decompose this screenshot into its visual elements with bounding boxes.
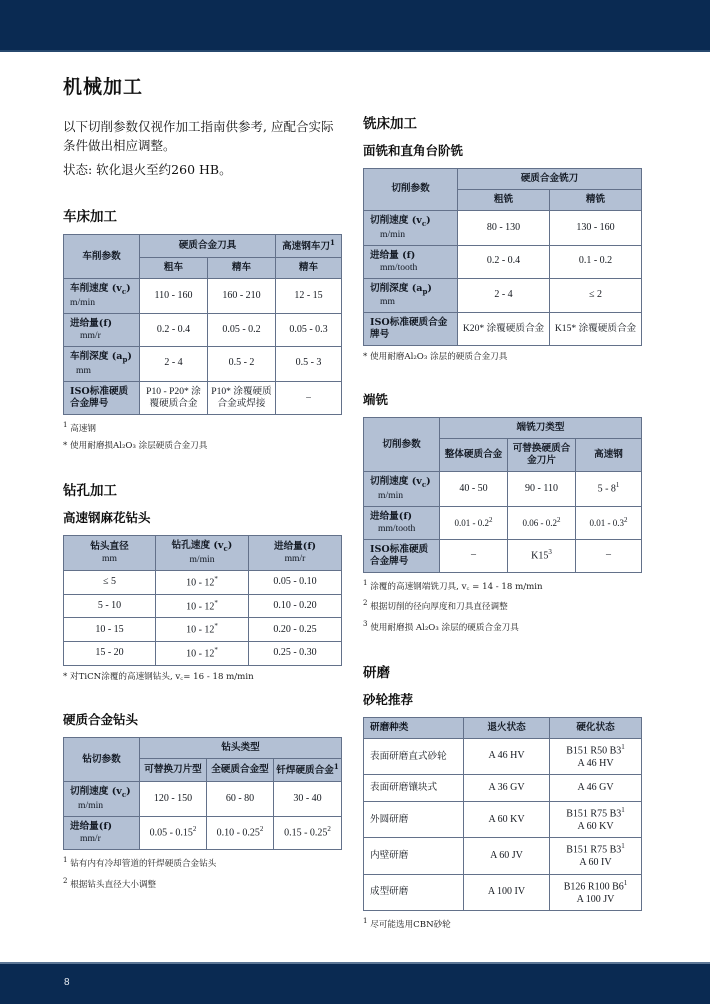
row-label-feed: 进给量(f) mm/r — [64, 816, 140, 849]
cell-value: 10 - 12* — [156, 642, 249, 666]
sub-header-hss: 高速钢 — [576, 439, 642, 472]
cell-value: ≤ 2 — [550, 278, 642, 313]
table-row — [64, 313, 342, 346]
row-label-feed: 进给量 (f) mm/tooth — [364, 245, 458, 278]
cell-value: P10* 涂覆硬质合金或焊接 — [208, 381, 276, 414]
cell-value: $0.01 - 0.2^2$ — [440, 506, 508, 539]
table-header-row — [364, 717, 642, 738]
row-label-feed: 进给量(f) mm/r — [64, 313, 140, 346]
row-label-iso-grade: ISO标准硬质合金牌号 — [364, 313, 458, 346]
intro-paragraph-2: 状态: 软化退火至约260 HB。 — [63, 161, 232, 177]
carbide-drill-param-header: 钻切参数 — [64, 737, 140, 781]
sub-header-rough-mill: 粗铣 — [458, 189, 550, 210]
face-mill-param-header: 切削参数 — [364, 169, 458, 211]
cell-value: 120 - 150 — [140, 782, 207, 817]
cell-value: 10 - 15 — [64, 618, 156, 642]
sub-header-replaceable-insert: 可替换硬质合金刀片 — [508, 439, 576, 472]
lathe-sub-finish: 精车 — [208, 258, 276, 279]
subheading-face-milling: 面铣和直角台阶铣 — [363, 143, 464, 158]
subheading-carbide-drill: 硬质合金钻头 — [63, 711, 139, 727]
hss-twist-drill-table — [63, 535, 342, 666]
end-mill-param-header: 切削参数 — [364, 418, 440, 472]
cell-hardened: B151 R50 $B3^1$ A 46 HV — [550, 738, 642, 774]
cell-annealed: A 100 IV — [464, 874, 550, 910]
table-header-row — [64, 235, 342, 258]
cell-value: 2 - 4 — [140, 346, 208, 381]
sub-header-solid-carbide: 整体硬质合金 — [440, 439, 508, 472]
footnote: $^1$ 钻有内有冷却管道的钎焊硬质合金钻头 — [63, 855, 217, 869]
cell-value: 0.2 - 0.4 — [458, 245, 550, 278]
table-row — [364, 245, 642, 278]
cell-value: 2 - 4 — [458, 278, 550, 313]
cell-value: 0.05 - 0.2 — [208, 313, 276, 346]
section-heading-milling: 铣床加工 — [363, 116, 417, 132]
cell-value: $K15^3$ — [508, 539, 576, 572]
table-header-row — [64, 536, 342, 571]
cell-value: 0.10 - 0.20 — [249, 594, 342, 618]
col-header-annealed: 退火状态 — [464, 717, 550, 738]
table-row — [364, 506, 642, 539]
footnote: * 对TiCN涂覆的高速钢钻头, v꜀= 16 - 18 m/min — [63, 672, 254, 683]
cell-value: 0.15 - 0.25$^2$ — [274, 816, 342, 849]
table-row — [364, 210, 642, 245]
right-column — [363, 112, 641, 932]
cell-value: 160 - 210 — [208, 279, 276, 314]
lathe-sub-hss-finish: 精车 — [276, 258, 342, 279]
end-milling-table — [363, 417, 642, 573]
cell-value: 0.1 - 0.2 — [550, 245, 642, 278]
carbide-drill-group-header: 钻头类型 — [140, 737, 342, 758]
footnote: $^1$ 涂覆的高速钢端铣刀具, v꜀ = 14 - 18 m/min — [363, 578, 543, 592]
footnote: $^3$ 使用耐磨损 Al₂O₃ 涂层的硬质合金刀具 — [363, 620, 519, 633]
page-number: 8 — [64, 977, 70, 988]
lathe-parameters-table — [63, 234, 342, 414]
row-label-cutting-speed: 切削速度 $(v_c)$ m/min — [364, 210, 458, 245]
subheading-end-milling: 端铣 — [363, 392, 389, 408]
cell-annealed: A 46 HV — [464, 738, 550, 774]
table-row — [364, 738, 642, 774]
row-label-cutting-speed: 车削速度 $(v_c)$ m/min — [64, 279, 140, 314]
footnote: * 使用耐磨Al₂O₃ 涂层的硬质合金刀具 — [363, 352, 508, 363]
table-row — [64, 816, 342, 849]
cell-value: 10 - 12* — [156, 594, 249, 618]
table-row — [64, 594, 342, 618]
subheading-hss-twist-drill: 高速钢麻花钻头 — [63, 510, 151, 526]
cell-value: 10 - 12* — [156, 618, 249, 642]
cell-hardened: B151 R75 $B3^1$ A 60 KV — [550, 802, 642, 838]
table-row — [64, 570, 342, 594]
page-title: 机械加工 — [63, 76, 144, 98]
col-header-drill-diameter: 钻头直径 mm — [64, 536, 156, 571]
cell-value: – — [276, 381, 342, 414]
cell-annealed: A 60 KV — [464, 802, 550, 838]
page-footer-bar — [0, 962, 710, 1004]
table-row — [64, 279, 342, 314]
cell-value: 15 - 20 — [64, 642, 156, 666]
col-header-feed: 进给量(f) mm/r — [249, 536, 342, 571]
face-milling-table — [363, 168, 642, 346]
table-row — [364, 802, 642, 838]
lathe-group-hss: 高速钢车刀$^1$ — [276, 235, 342, 258]
page-content — [0, 52, 710, 962]
table-header-row — [64, 737, 342, 758]
table-row — [364, 874, 642, 910]
cell-value: 12 - 15 — [276, 279, 342, 314]
intro-paragraph-1: 以下切削参数仅视作加工指南供参考, 应配合实际条件做出相应调整。 — [63, 119, 334, 154]
table-row — [364, 278, 642, 313]
cell-value: 30 - 40 — [274, 782, 342, 817]
table-row — [364, 775, 642, 802]
cell-hardened: A 46 GV — [550, 775, 642, 802]
cell-value: 60 - 80 — [207, 782, 274, 817]
cell-kind: 成型研磨 — [364, 874, 464, 910]
table-row — [64, 642, 342, 666]
carbide-drill-table — [63, 737, 342, 850]
col-header-drill-speed: 钻孔速度 $(v_c)$ m/min — [156, 536, 249, 571]
cell-value: 0.05 - 0.15$^2$ — [140, 816, 207, 849]
cell-value: $0.01 - 0.3^2$ — [576, 506, 642, 539]
sub-header-solid-carbide: 全硬质合金型 — [207, 758, 274, 781]
section-heading-grinding: 研磨 — [363, 664, 390, 681]
lathe-param-header: 车削参数 — [64, 235, 140, 279]
col-header-grinding-kind: 研磨种类 — [364, 717, 464, 738]
table-row — [64, 782, 342, 817]
row-label-cutting-speed: 切削速度 $(v_c)$ m/min — [64, 782, 140, 817]
sub-header-brazed-carbide: 钎焊硬质合金$^1$ — [274, 758, 342, 781]
row-label-depth: 车削深度 $(a_p)$ mm — [64, 346, 140, 381]
left-column — [63, 72, 341, 891]
table-header-row — [364, 169, 642, 190]
cell-value: 0.5 - 3 — [276, 346, 342, 381]
cell-value: 10 - 12* — [156, 570, 249, 594]
sub-header-insert-type: 可替换刀片型 — [140, 758, 207, 781]
grinding-wheel-table — [363, 717, 642, 911]
col-header-hardened: 硬化状态 — [550, 717, 642, 738]
cell-value: $5 - 8^1$ — [576, 472, 642, 507]
cell-value: 0.05 - 0.3 — [276, 313, 342, 346]
section-heading-drilling: 钻孔加工 — [63, 483, 117, 500]
cell-hardened: B126 R100 $B6^1$ A 100 JV — [550, 874, 642, 910]
end-mill-group-header: 端铣刀类型 — [440, 418, 642, 439]
footnote: $^2$ 根据切削的径向厚度和刀具直径调整 — [363, 599, 508, 613]
table-header-row — [364, 418, 642, 439]
table-row — [364, 313, 642, 346]
cell-value: 0.2 - 0.4 — [140, 313, 208, 346]
table-row — [64, 346, 342, 381]
cell-value: 0.25 - 0.30 — [249, 642, 342, 666]
lathe-sub-rough: 粗车 — [140, 258, 208, 279]
page-header-bar — [0, 0, 710, 52]
cell-value: ≤ 5 — [64, 570, 156, 594]
lathe-group-carbide: 硬质合金刀具 — [140, 235, 276, 258]
cell-value: 130 - 160 — [550, 210, 642, 245]
table-row — [364, 838, 642, 874]
sub-header-finish-mill: 精铣 — [550, 189, 642, 210]
footnote: $^2$ 根据钻头直径大小调整 — [63, 876, 157, 890]
row-label-depth: 切削深度 $(a_p)$ mm — [364, 278, 458, 313]
cell-value: P10 - P20* 涂覆硬质合金 — [140, 381, 208, 414]
table-row — [64, 618, 342, 642]
row-label-feed: 进给量(f) mm/tooth — [364, 506, 440, 539]
cell-annealed: A 60 JV — [464, 838, 550, 874]
cell-value: K20* 涂覆硬质合金 — [458, 313, 550, 346]
table-row — [64, 381, 342, 414]
table-row — [364, 539, 642, 572]
cell-value: 0.05 - 0.10 — [249, 570, 342, 594]
cell-value: 5 - 10 — [64, 594, 156, 618]
section-heading-lathe: 车床加工 — [63, 209, 117, 226]
cell-hardened: B151 R75 $B3^1$ A 60 IV — [550, 838, 642, 874]
cell-kind: 外圆研磨 — [364, 802, 464, 838]
cell-value: – — [576, 539, 642, 572]
cell-kind: 内壁研磨 — [364, 838, 464, 874]
row-label-iso-grade: ISO标准硬质合金牌号 — [364, 539, 440, 572]
cell-kind: 表面研磨直式砂轮 — [364, 738, 464, 774]
footnote: * 使用耐磨损Al₂O₃ 涂层硬质合金刀具 — [63, 441, 208, 452]
cell-value: $0.06 - 0.2^2$ — [508, 506, 576, 539]
cell-kind: 表面研磨镶块式 — [364, 775, 464, 802]
cell-value: 90 - 110 — [508, 472, 576, 507]
table-row — [364, 472, 642, 507]
cell-value: 80 - 130 — [458, 210, 550, 245]
cell-value: 40 - 50 — [440, 472, 508, 507]
cell-value: 0.20 - 0.25 — [249, 618, 342, 642]
row-label-iso-grade: ISO标准硬质合金牌号 — [64, 381, 140, 414]
cell-value: 110 - 160 — [140, 279, 208, 314]
subheading-wheel-recommendation: 砂轮推荐 — [363, 691, 414, 707]
face-mill-group-header: 硬质合金铣刀 — [458, 169, 642, 190]
cell-value: K15* 涂覆硬质合金 — [550, 313, 642, 346]
row-label-cutting-speed: 切削速度 $(v_c)$ m/min — [364, 472, 440, 507]
cell-value: 0.10 - 0.25$^2$ — [207, 816, 274, 849]
cell-value: 0.5 - 2 — [208, 346, 276, 381]
footnote: $^1$ 高速钢 — [63, 420, 96, 434]
footnote: $^1$ 尽可能选用CBN砂轮 — [363, 917, 451, 930]
cell-annealed: A 36 GV — [464, 775, 550, 802]
cell-value: – — [440, 539, 508, 572]
